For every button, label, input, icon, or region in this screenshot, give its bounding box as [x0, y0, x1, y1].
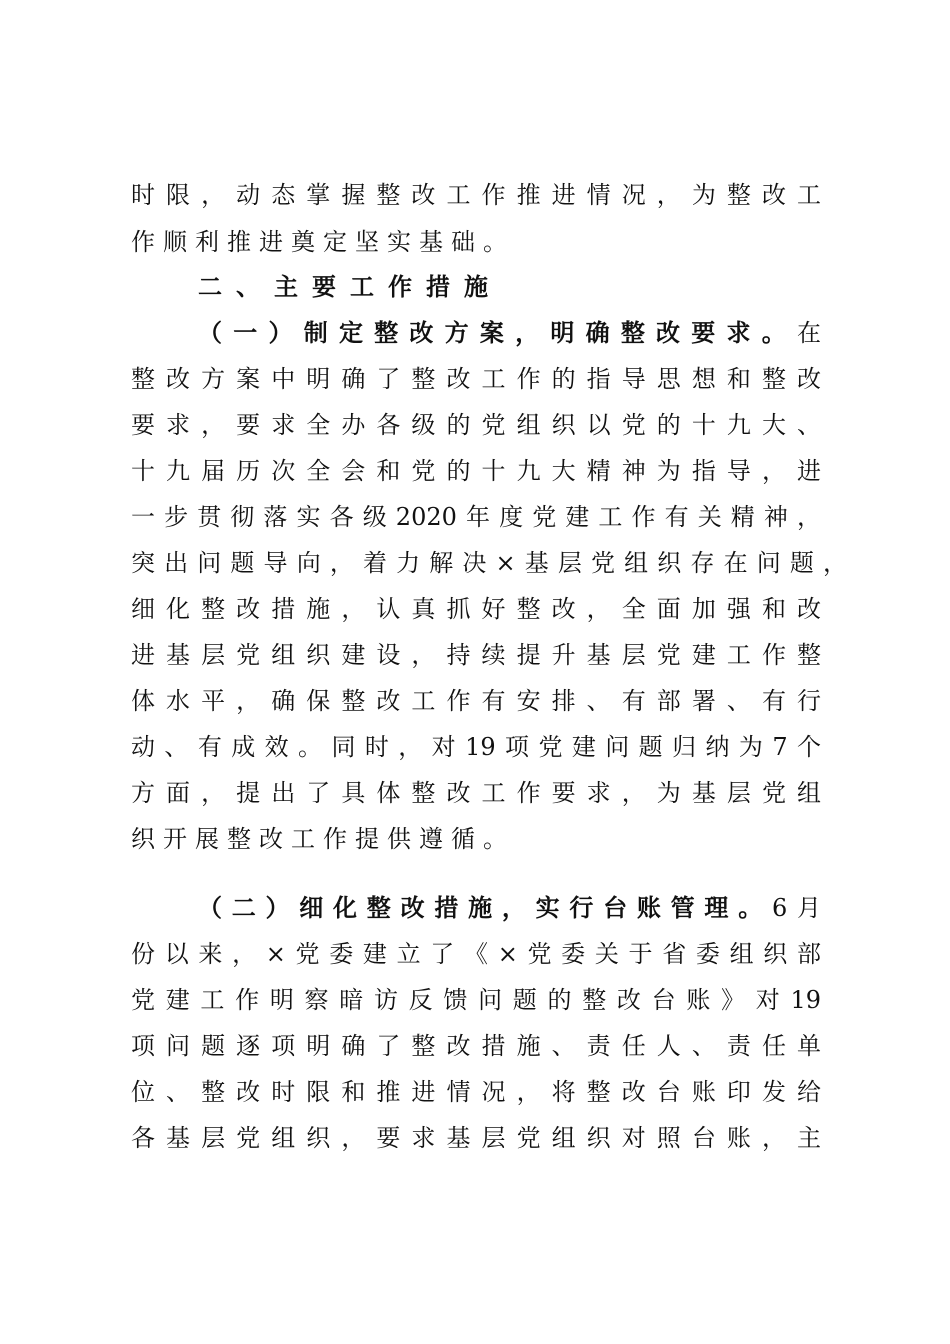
subsection-heading: （二）细化整改措施，实行台账管理。 [198, 893, 772, 922]
subsection-line [198, 318, 821, 348]
section-heading: 二、主要工作措施 [198, 272, 502, 301]
paragraph-line: 整改方案中明确了整改工作的指导思想和整改 [131, 365, 821, 393]
paragraph-line: 项问题逐项明确了整改措施、责任人、责任单 [131, 1032, 821, 1060]
paragraph-line: 作顺利推进奠定坚实基础。 [131, 228, 515, 256]
paragraph-line: 十九届历次全会和党的十九大精神为指导，进 [131, 457, 821, 485]
paragraph-line: 体水平，确保整改工作有安排、有部署、有行 [131, 687, 821, 715]
paragraph-line: 时限，动态掌握整改工作推进情况，为整改工 [131, 181, 821, 209]
paragraph-line: 各基层党组织，要求基层党组织对照台账，主 [131, 1124, 821, 1152]
subsection-line [198, 893, 821, 923]
paragraph-line: 织开展整改工作提供遵循。 [131, 825, 515, 853]
paragraph-text: 6月 [771, 894, 822, 922]
paragraph-line: 进基层党组织建设，持续提升基层党建工作整 [131, 641, 821, 669]
paragraph-line: 突出问题导向，着力解决×基层党组织存在问题， [131, 549, 847, 577]
paragraph-line: 要求，要求全办各级的党组织以党的十九大、 [131, 411, 821, 439]
paragraph-line: 一步贯彻落实各级2020年度党建工作有关精神， [131, 503, 821, 531]
paragraph-text: 在 [797, 319, 821, 347]
paragraph-line: 党建工作明察暗访反馈问题的整改台账》对19 [131, 986, 821, 1014]
paragraph-line: 细化整改措施，认真抓好整改，全面加强和改 [131, 595, 821, 623]
paragraph-line: 份以来，×党委建立了《×党委关于省委组织部 [131, 940, 821, 968]
paragraph-line: 方面，提出了具体整改工作要求，为基层党组 [131, 779, 821, 807]
subsection-heading: （一）制定整改方案，明确整改要求。 [198, 318, 797, 347]
paragraph-line: 位、整改时限和推进情况，将整改台账印发给 [131, 1078, 821, 1106]
paragraph-line: 动、有成效。同时，对19项党建问题归纳为7个 [131, 733, 821, 761]
